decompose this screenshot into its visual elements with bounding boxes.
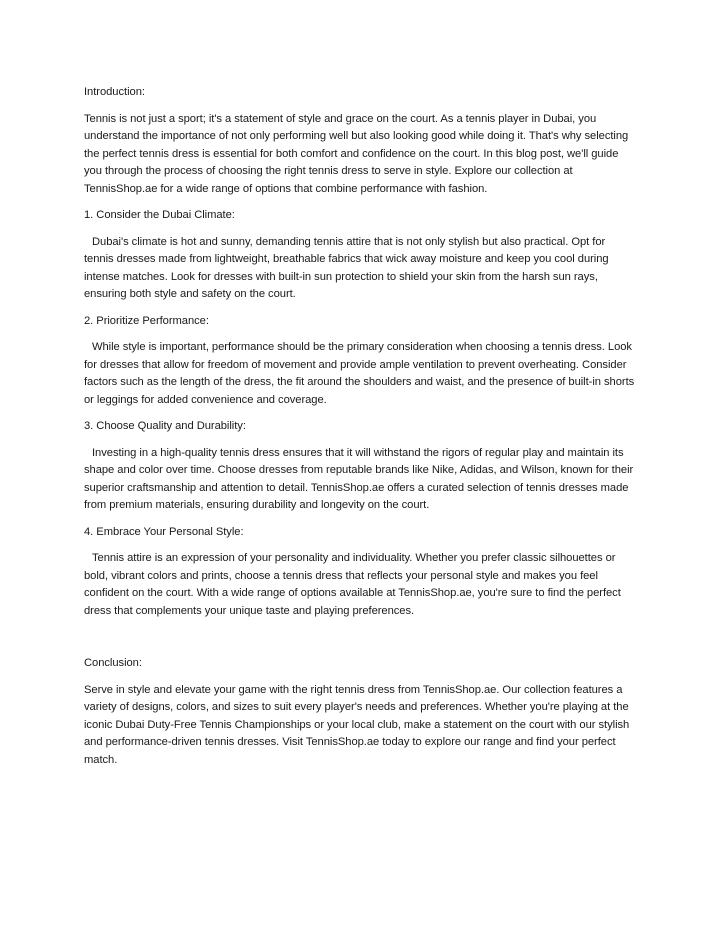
section-heading-quality: 3. Choose Quality and Durability: — [84, 420, 246, 432]
document-body — [84, 84, 636, 778]
section-body-quality — [84, 445, 636, 515]
section-heading-style: 4. Embrace Your Personal Style: — [84, 525, 244, 538]
section-body-climate — [84, 234, 636, 304]
section-heading-introduction: Introduction: — [84, 86, 145, 98]
section-heading-climate: 1. Consider the Dubai Climate: — [84, 209, 235, 221]
section-heading-conclusion: Conclusion: — [84, 657, 142, 669]
section-body-performance — [84, 339, 636, 409]
section-body-conclusion: Serve in style and elevate your game with the right tennis dress from TennisShop.ae. Our collection features a variety of designs, colors, and sizes to suit every player's needs and preferences. Whether you're playing at the iconic Dubai Duty-Free Tennis Championships or your local club, make a statement on the court with our stylish and performance-driven tennis dresses. Visit TennisShop.ae today to explore our range and find your perfect match. — [84, 683, 630, 766]
section-body-introduction: Tennis is not just a sport; it's a statement of style and grace on the court. As a tennis player in Dubai, you understand the importance of not only performing well but also looking good while doing it. That's why selecting the perfect tennis dress is essential for both comfort and confidence on the court. In this blog post, we'll guide you through the process of choosing the right tennis dress to serve in style. Explore our collection at TennisShop.ae for a wide range of options that combine performance with fashion. — [84, 112, 629, 195]
section-body-quality-text: Investing in a high-quality tennis dress ensures that it will withstand the rigors of regular play and maintain its shape and color over time. Choose dresses from reputable brands like Nike, Adidas, and Wilson, known for their superior craftsmanship and attention to detail. TennisShop.ae offers a curated selection of tennis dresses made from premium materials, ensuring durability and longevity on the court. — [84, 446, 634, 511]
section-body-style — [84, 550, 636, 620]
section-heading-performance: 2. Prioritize Performance: — [84, 314, 209, 327]
section-body-climate-text: Dubai's climate is hot and sunny, demanding tennis attire that is not only stylish but also practical. Opt for tennis dresses made from lightweight, breathable fabrics that wick away moisture and keep you cool during intense matches. Look for dresses with built-in sun protection to shield your skin from the harsh sun rays, ensuring both style and safety on the court. — [84, 235, 609, 300]
section-spacer — [84, 629, 636, 655]
section-body-style-text: Tennis attire is an expression of your personality and individuality. Whether you prefer classic silhouettes or bold, vibrant colors and prints, choose a tennis dress that reflects your personal style and makes you feel confident on the court. With a wide range of options available at TennisShop.ae, you're sure to find the perfect dress that complements your unique taste and playing preferences. — [84, 552, 621, 617]
section-body-performance-text: While style is important, performance should be the primary consideration when choosing a tennis dress. Look for dresses that allow for freedom of movement and provide ample ventilation to prevent overheating. Consider factors such as the length of the dress, the fit around the shoulders and waist, and the presence of built-in shorts or leggings for added convenience and coverage. — [84, 341, 635, 406]
